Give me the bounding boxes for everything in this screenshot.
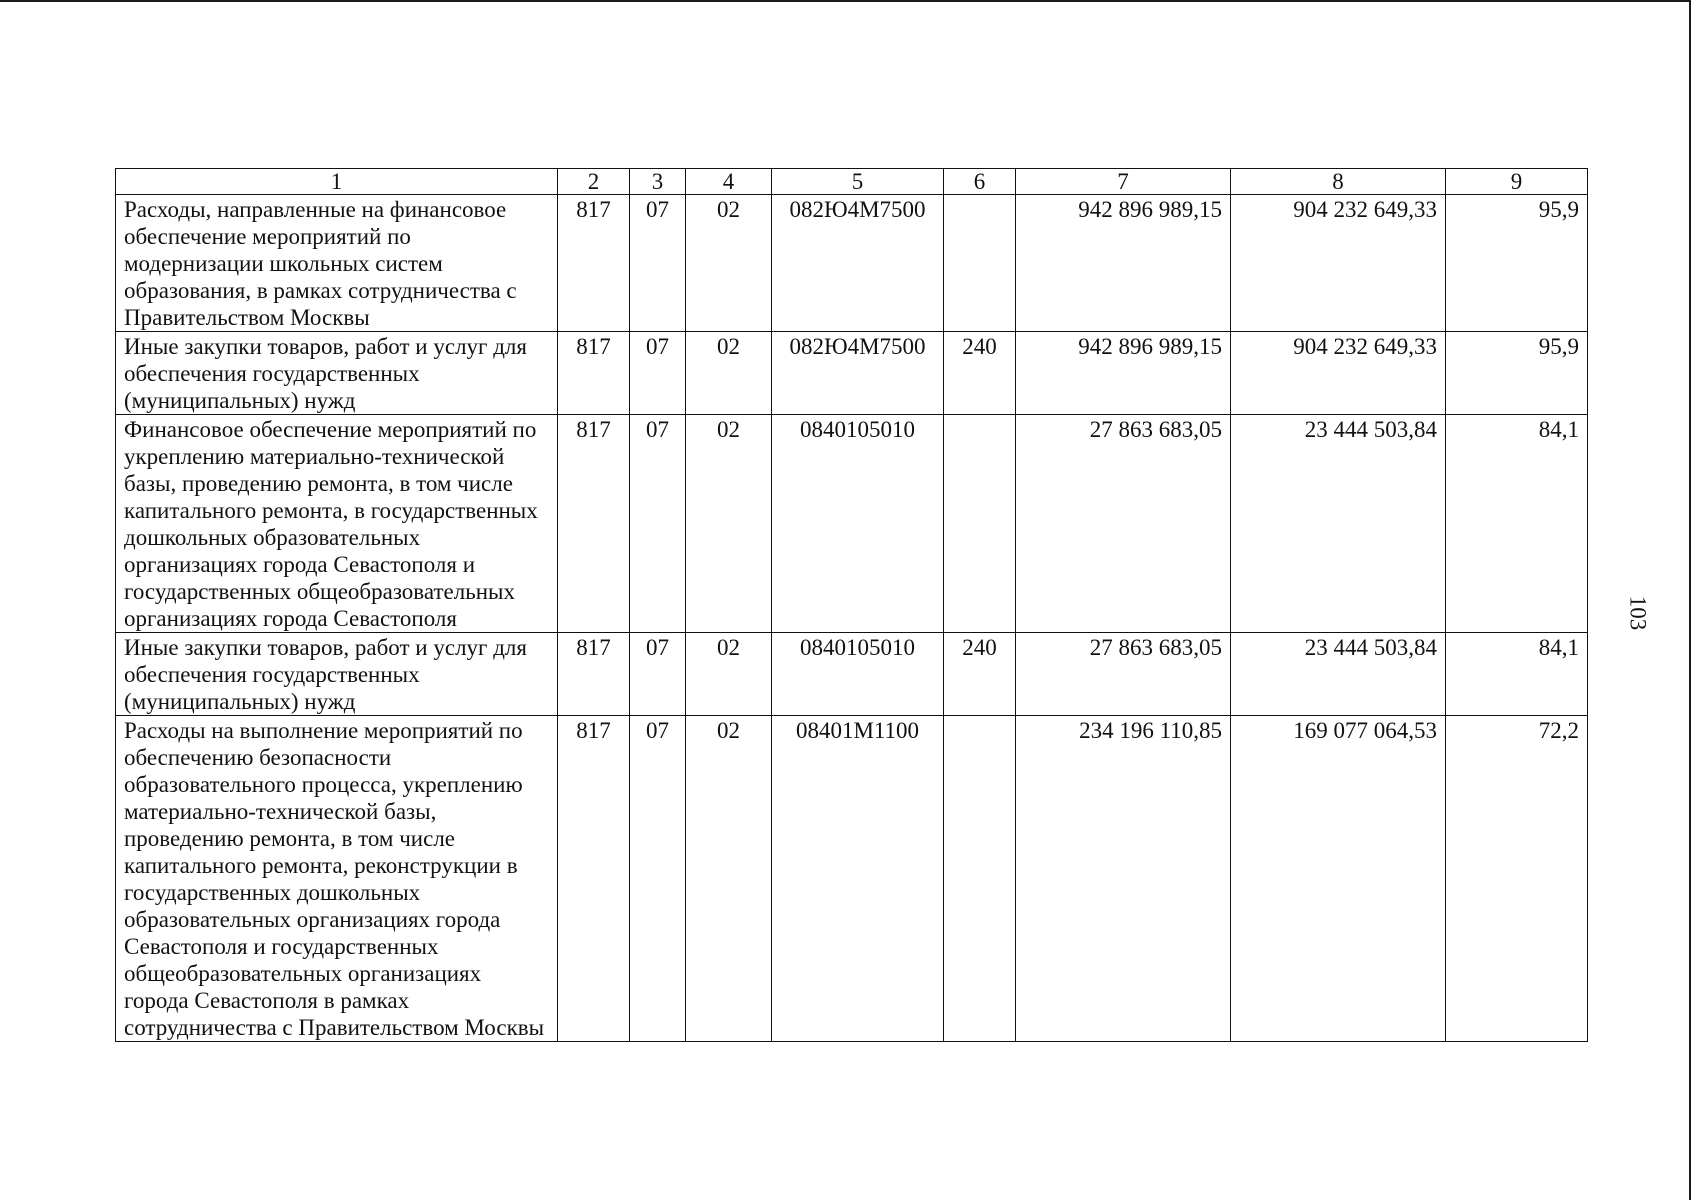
table-row bbox=[116, 195, 1588, 332]
expense-type-cell bbox=[944, 195, 1016, 332]
ministry-code-cell: 817 bbox=[558, 195, 630, 332]
subsection-code-cell: 02 bbox=[686, 716, 772, 1042]
header-cell-5: 5 bbox=[772, 169, 944, 195]
executed-amount-cell: 23 444 503,84 bbox=[1231, 633, 1446, 716]
executed-amount-cell: 23 444 503,84 bbox=[1231, 415, 1446, 633]
subsection-code-cell: 02 bbox=[686, 195, 772, 332]
target-article-cell: 08401М1100 bbox=[772, 716, 944, 1042]
ministry-code-cell: 817 bbox=[558, 716, 630, 1042]
section-code-cell: 07 bbox=[630, 716, 686, 1042]
header-cell-4: 4 bbox=[686, 169, 772, 195]
expense-type-cell bbox=[944, 415, 1016, 633]
budget-table bbox=[115, 168, 1588, 1042]
section-code-cell: 07 bbox=[630, 195, 686, 332]
percent-cell: 84,1 bbox=[1446, 633, 1588, 716]
ministry-code-cell: 817 bbox=[558, 415, 630, 633]
expense-type-cell: 240 bbox=[944, 633, 1016, 716]
planned-amount-cell: 234 196 110,85 bbox=[1016, 716, 1231, 1042]
percent-cell: 72,2 bbox=[1446, 716, 1588, 1042]
target-article-cell: 0840105010 bbox=[772, 633, 944, 716]
executed-amount-cell: 904 232 649,33 bbox=[1231, 332, 1446, 415]
target-article-cell: 082Ю4М7500 bbox=[772, 332, 944, 415]
header-row bbox=[116, 169, 1588, 195]
header-cell-7: 7 bbox=[1016, 169, 1231, 195]
subsection-code-cell: 02 bbox=[686, 415, 772, 633]
planned-amount-cell: 942 896 989,15 bbox=[1016, 195, 1231, 332]
table-row bbox=[116, 415, 1588, 633]
expense-type-cell: 240 bbox=[944, 332, 1016, 415]
expense-name-cell: Иные закупки товаров, работ и услуг для обеспечения государственных (муниципальных) нужд bbox=[116, 633, 558, 716]
table-row bbox=[116, 332, 1588, 415]
target-article-cell: 0840105010 bbox=[772, 415, 944, 633]
percent-cell: 95,9 bbox=[1446, 332, 1588, 415]
header-cell-2: 2 bbox=[558, 169, 630, 195]
planned-amount-cell: 27 863 683,05 bbox=[1016, 633, 1231, 716]
page-border-top bbox=[0, 0, 1691, 2]
section-code-cell: 07 bbox=[630, 415, 686, 633]
ministry-code-cell: 817 bbox=[558, 332, 630, 415]
expense-type-cell bbox=[944, 716, 1016, 1042]
header-cell-8: 8 bbox=[1231, 169, 1446, 195]
page-number: 103 bbox=[1625, 595, 1651, 631]
header-cell-1: 1 bbox=[116, 169, 558, 195]
planned-amount-cell: 942 896 989,15 bbox=[1016, 332, 1231, 415]
executed-amount-cell: 169 077 064,53 bbox=[1231, 716, 1446, 1042]
target-article-cell: 082Ю4М7500 bbox=[772, 195, 944, 332]
subsection-code-cell: 02 bbox=[686, 332, 772, 415]
ministry-code-cell: 817 bbox=[558, 633, 630, 716]
header-cell-9: 9 bbox=[1446, 169, 1588, 195]
header-cell-6: 6 bbox=[944, 169, 1016, 195]
planned-amount-cell: 27 863 683,05 bbox=[1016, 415, 1231, 633]
expense-name-cell: Финансовое обеспечение мероприятий по укреплению материально-технической базы, проведению ремонта, в том числе капитального ремонта, в государственных дошкольных образовательных организациях города Севастополя и государственных общеобразовательных организациях города Севастополя bbox=[116, 415, 558, 633]
table-row bbox=[116, 716, 1588, 1042]
header-cell-3: 3 bbox=[630, 169, 686, 195]
section-code-cell: 07 bbox=[630, 633, 686, 716]
expense-name-cell: Расходы, направленные на финансовое обеспечение мероприятий по модернизации школьных систем образования, в рамках сотрудничества с Правительством Москвы bbox=[116, 195, 558, 332]
executed-amount-cell: 904 232 649,33 bbox=[1231, 195, 1446, 332]
percent-cell: 95,9 bbox=[1446, 195, 1588, 332]
section-code-cell: 07 bbox=[630, 332, 686, 415]
table-row bbox=[116, 633, 1588, 716]
percent-cell: 84,1 bbox=[1446, 415, 1588, 633]
subsection-code-cell: 02 bbox=[686, 633, 772, 716]
expense-name-cell: Расходы на выполнение мероприятий по обеспечению безопасности образовательного процесса, укреплению материально-технической базы, проведению ремонта, в том числе капитального ремонта, реконструкции в государственных дошкольных образовательных организациях города Севастополя и государственных общеобразовательных организациях города Севастополя в рамках сотрудничества с Правительством Москвы bbox=[116, 716, 558, 1042]
expense-name-cell: Иные закупки товаров, работ и услуг для обеспечения государственных (муниципальных) нужд bbox=[116, 332, 558, 415]
